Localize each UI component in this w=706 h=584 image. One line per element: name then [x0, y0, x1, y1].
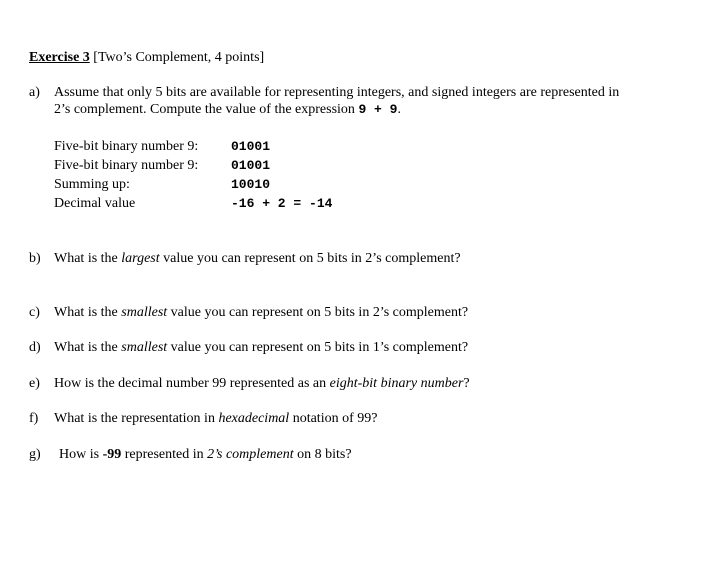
question-f-emphasis: hexadecimal — [218, 411, 290, 426]
question-a-line2 — [54, 101, 401, 118]
work-row-value: -16 + 2 = -14 — [231, 196, 333, 211]
question-d-text-end: value you can represent on 5 bits in 1’s complement? — [167, 340, 469, 355]
question-e-text-end: ? — [463, 376, 470, 391]
question-g-emphasis: 2’s complement — [207, 447, 294, 462]
question-e — [29, 375, 470, 392]
question-g-text-end: on 8 bits? — [293, 447, 352, 462]
question-d-text: What is the — [54, 340, 122, 355]
question-c-text-end: value you can represent on 5 bits in 2’s complement? — [167, 305, 469, 320]
question-f — [29, 410, 377, 427]
question-g — [29, 446, 352, 463]
question-d-label: d) — [29, 340, 41, 355]
question-e-text: How is the decimal number 99 represented as an — [54, 376, 330, 391]
exercise-number: Exercise 3 — [29, 50, 90, 65]
question-c-text: What is the — [54, 305, 122, 320]
question-g-text-mid: represented in — [121, 447, 208, 462]
question-g-number: -99 — [102, 447, 122, 462]
exercise-details: [Two’s Complement, 4 points] — [93, 50, 265, 65]
work-row-value: 01001 — [231, 158, 271, 173]
question-a — [29, 84, 619, 101]
question-e-label: e) — [29, 376, 40, 391]
work-row-label: Five-bit binary number 9: — [54, 158, 199, 173]
question-e-emphasis: eight-bit binary number — [329, 376, 464, 391]
question-c — [29, 304, 468, 321]
question-f-label: f) — [29, 411, 39, 426]
question-b — [29, 250, 461, 267]
exercise-title — [29, 49, 264, 66]
question-b-text-end: value you can represent on 5 bits in 2’s complement? — [159, 251, 461, 266]
question-c-label: c) — [29, 305, 40, 320]
question-a-label: a) — [29, 85, 40, 100]
question-b-emphasis: largest — [121, 251, 160, 266]
question-d — [29, 339, 468, 356]
question-b-label: b) — [29, 251, 41, 266]
work-row-value: 01001 — [231, 139, 271, 154]
question-a-expression: 9 + 9 — [358, 102, 398, 117]
work-row-label: Five-bit binary number 9: — [54, 139, 199, 154]
question-f-text-end: notation of 99? — [289, 411, 378, 426]
question-d-emphasis: smallest — [121, 340, 168, 355]
work-row-value: 10010 — [231, 177, 271, 192]
work-row-label: Summing up: — [54, 177, 130, 192]
question-a-line2-text: 2’s complement. Compute the value of the expression — [54, 102, 359, 117]
work-row-label: Decimal value — [54, 196, 136, 211]
question-a-line2-end: . — [397, 102, 401, 117]
question-g-text: How is — [59, 447, 103, 462]
question-g-label: g) — [29, 447, 41, 462]
question-a-line1: Assume that only 5 bits are available for representing integers, and signed integers are represented in — [54, 85, 620, 100]
question-f-text: What is the representation in — [54, 411, 219, 426]
question-c-emphasis: smallest — [121, 305, 168, 320]
question-b-text: What is the — [54, 251, 122, 266]
